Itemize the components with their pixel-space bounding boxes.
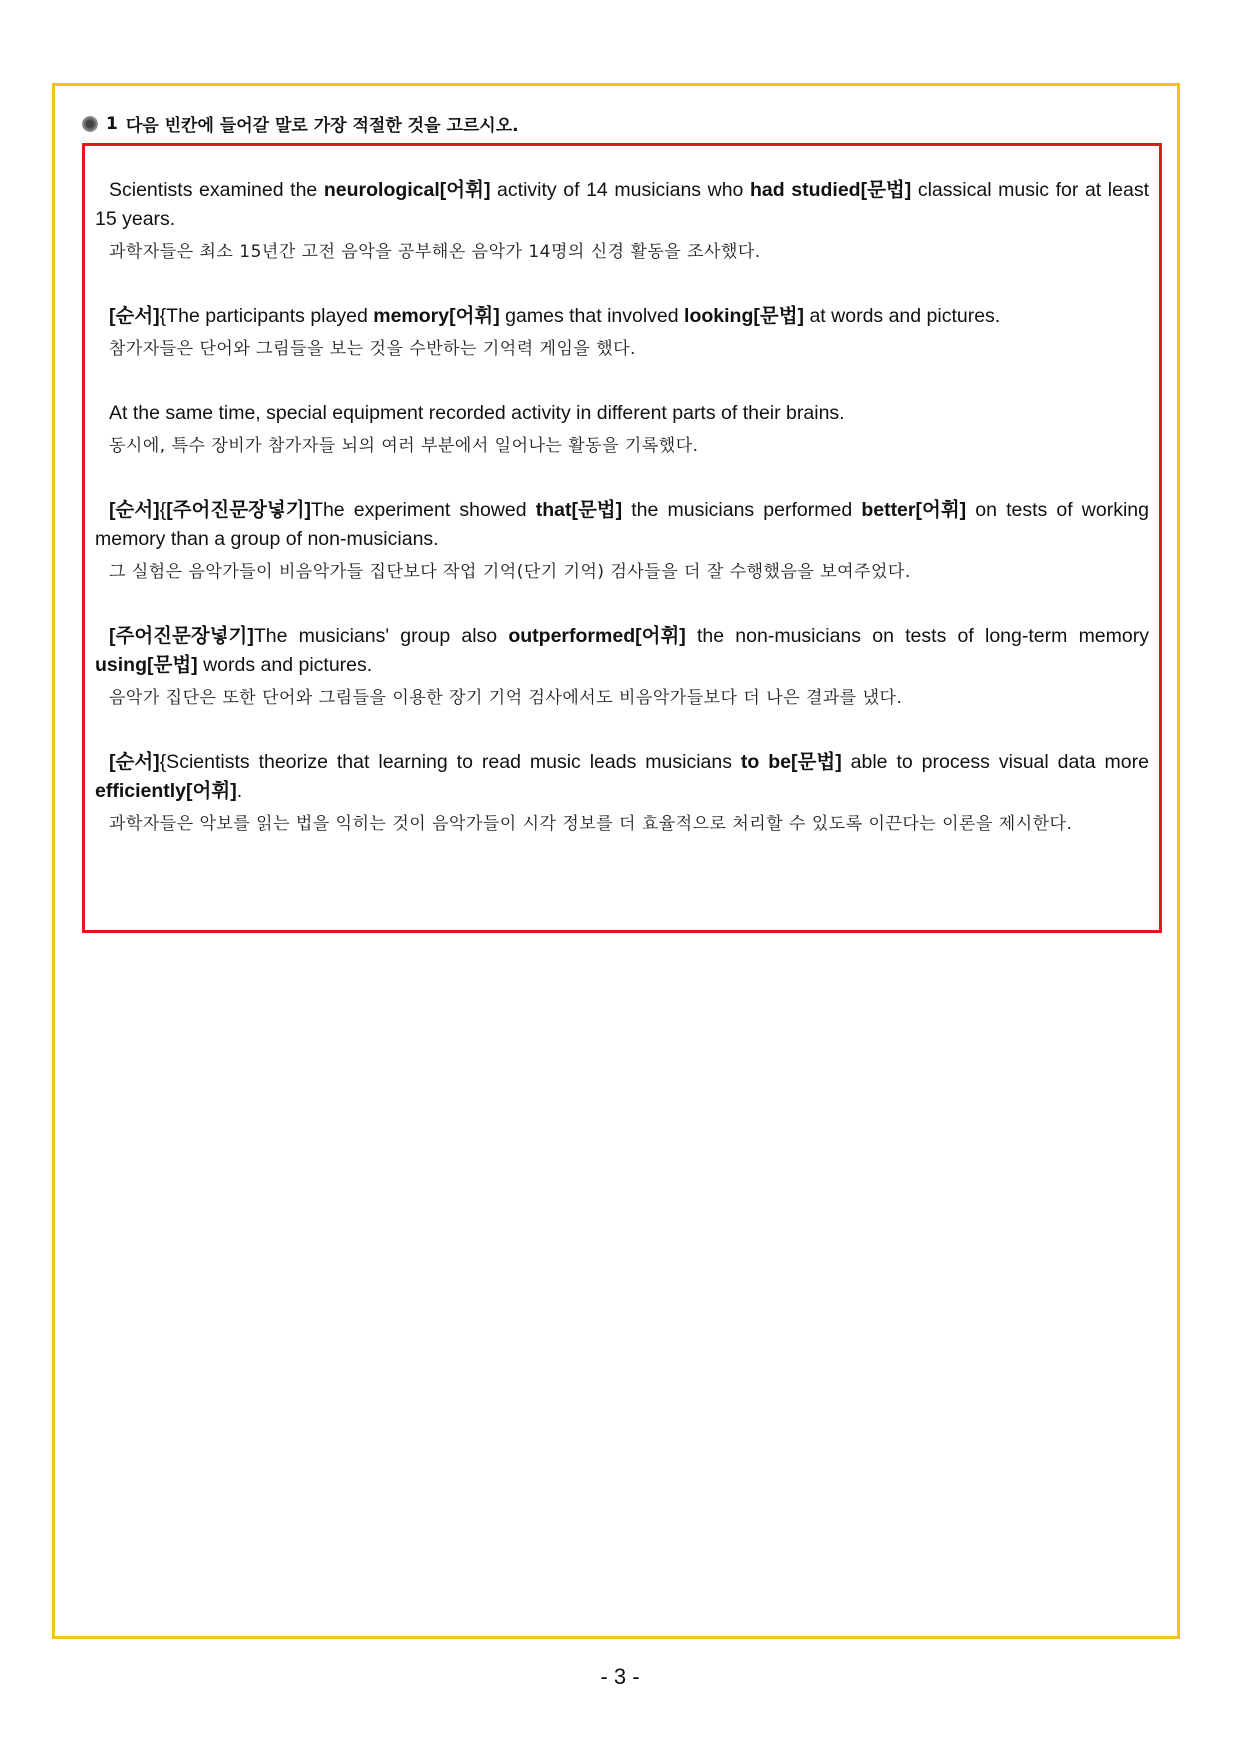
highlighted-term: outperformed[어휘]	[508, 625, 686, 647]
english-sentence	[95, 496, 1149, 554]
sentence-block	[95, 176, 1149, 266]
passage-box	[82, 143, 1162, 933]
highlighted-term: neurological[어휘]	[323, 179, 491, 201]
highlighted-term: to be[문법]	[740, 751, 842, 773]
korean-translation: 참가자들은 단어와 그림들을 보는 것을 수반하는 기억력 게임을 했다.	[109, 339, 636, 359]
sentence-text: {The participants played	[159, 305, 374, 327]
english-sentence	[95, 302, 1149, 331]
highlighted-term: that[문법]	[535, 499, 623, 521]
sentence-block	[95, 302, 1149, 363]
sentence-text: games that involved	[499, 305, 685, 327]
highlighted-term: [순서]	[109, 751, 160, 773]
english-sentence	[95, 748, 1149, 806]
sentence-text: .	[236, 780, 243, 802]
korean-translation: 음악가 집단은 또한 단어와 그림들을 이용한 장기 기억 검사에서도 비음악가들보다 더 나은 결과를 냈다.	[109, 688, 903, 708]
korean-translation: 동시에, 특수 장비가 참가자들 뇌의 여러 부분에서 일어나는 활동을 기록했다.	[109, 436, 699, 456]
highlighted-term: looking[문법]	[684, 305, 805, 327]
sentence-text: The experiment showed	[311, 499, 536, 521]
bullet-icon	[82, 116, 98, 132]
question-text: 다음 빈칸에 들어갈 말로 가장 적절한 것을 고르시오.	[125, 116, 519, 136]
highlighted-term: better[어휘]	[861, 499, 967, 521]
highlighted-term: [주어진문장넣기]	[109, 625, 254, 647]
highlighted-term: [순서]	[109, 305, 160, 327]
highlighted-term: [순서]	[109, 499, 160, 521]
sentence-text: the non-musicians on tests of long-term memory	[685, 625, 1149, 647]
sentence-block	[95, 748, 1149, 838]
korean-translation: 그 실험은 음악가들이 비음악가들 집단보다 작업 기억(단기 기억) 검사들을 더 잘 수행했음을 보여주었다.	[109, 562, 911, 582]
sentence-text: At the same time, special equipment recorded activity in different parts of their brains.	[109, 402, 845, 424]
highlighted-term: [주어진문장넣기]	[166, 499, 312, 521]
sentence-text: activity of 14 musicians who	[490, 179, 750, 201]
english-sentence	[95, 176, 1149, 234]
sentence-text: The musicians' group also	[253, 625, 509, 647]
page-number: - 3 -	[600, 1664, 640, 1689]
sentence-text: at words and pictures.	[804, 305, 1001, 327]
sentence-text: {Scientists theorize that learning to read music leads musicians	[159, 751, 741, 773]
question-number: 1	[106, 113, 118, 134]
highlighted-term: using[문법]	[95, 654, 198, 676]
sentence-block	[95, 399, 1149, 460]
sentence-text: on tests of working memory than a group of non-musicians.	[95, 499, 1149, 550]
sentence-text: classical music for at least 15 years.	[95, 179, 1149, 230]
highlighted-term: memory[어휘]	[373, 305, 500, 327]
sentence-block	[95, 496, 1149, 586]
korean-translation: 과학자들은 악보를 읽는 법을 익히는 것이 음악가들이 시각 정보를 더 효율적으로 처리할 수 있도록 이끈다는 이론을 제시한다.	[109, 814, 1073, 834]
sentence-text: {	[159, 499, 167, 521]
english-sentence	[95, 399, 1149, 428]
sentence-text: Scientists examined the	[109, 179, 324, 201]
korean-translation: 과학자들은 최소 15년간 고전 음악을 공부해온 음악가 14명의 신경 활동을 조사했다.	[109, 242, 761, 262]
english-sentence	[95, 622, 1149, 680]
highlighted-term: efficiently[어휘]	[95, 780, 237, 802]
sentence-text: the musicians performed	[622, 499, 862, 521]
highlighted-term: had studied[문법]	[750, 179, 912, 201]
sentence-block	[95, 622, 1149, 712]
question-header	[82, 111, 519, 136]
sentence-text: words and pictures.	[197, 654, 373, 676]
sentence-text: able to process visual data more	[841, 751, 1149, 773]
